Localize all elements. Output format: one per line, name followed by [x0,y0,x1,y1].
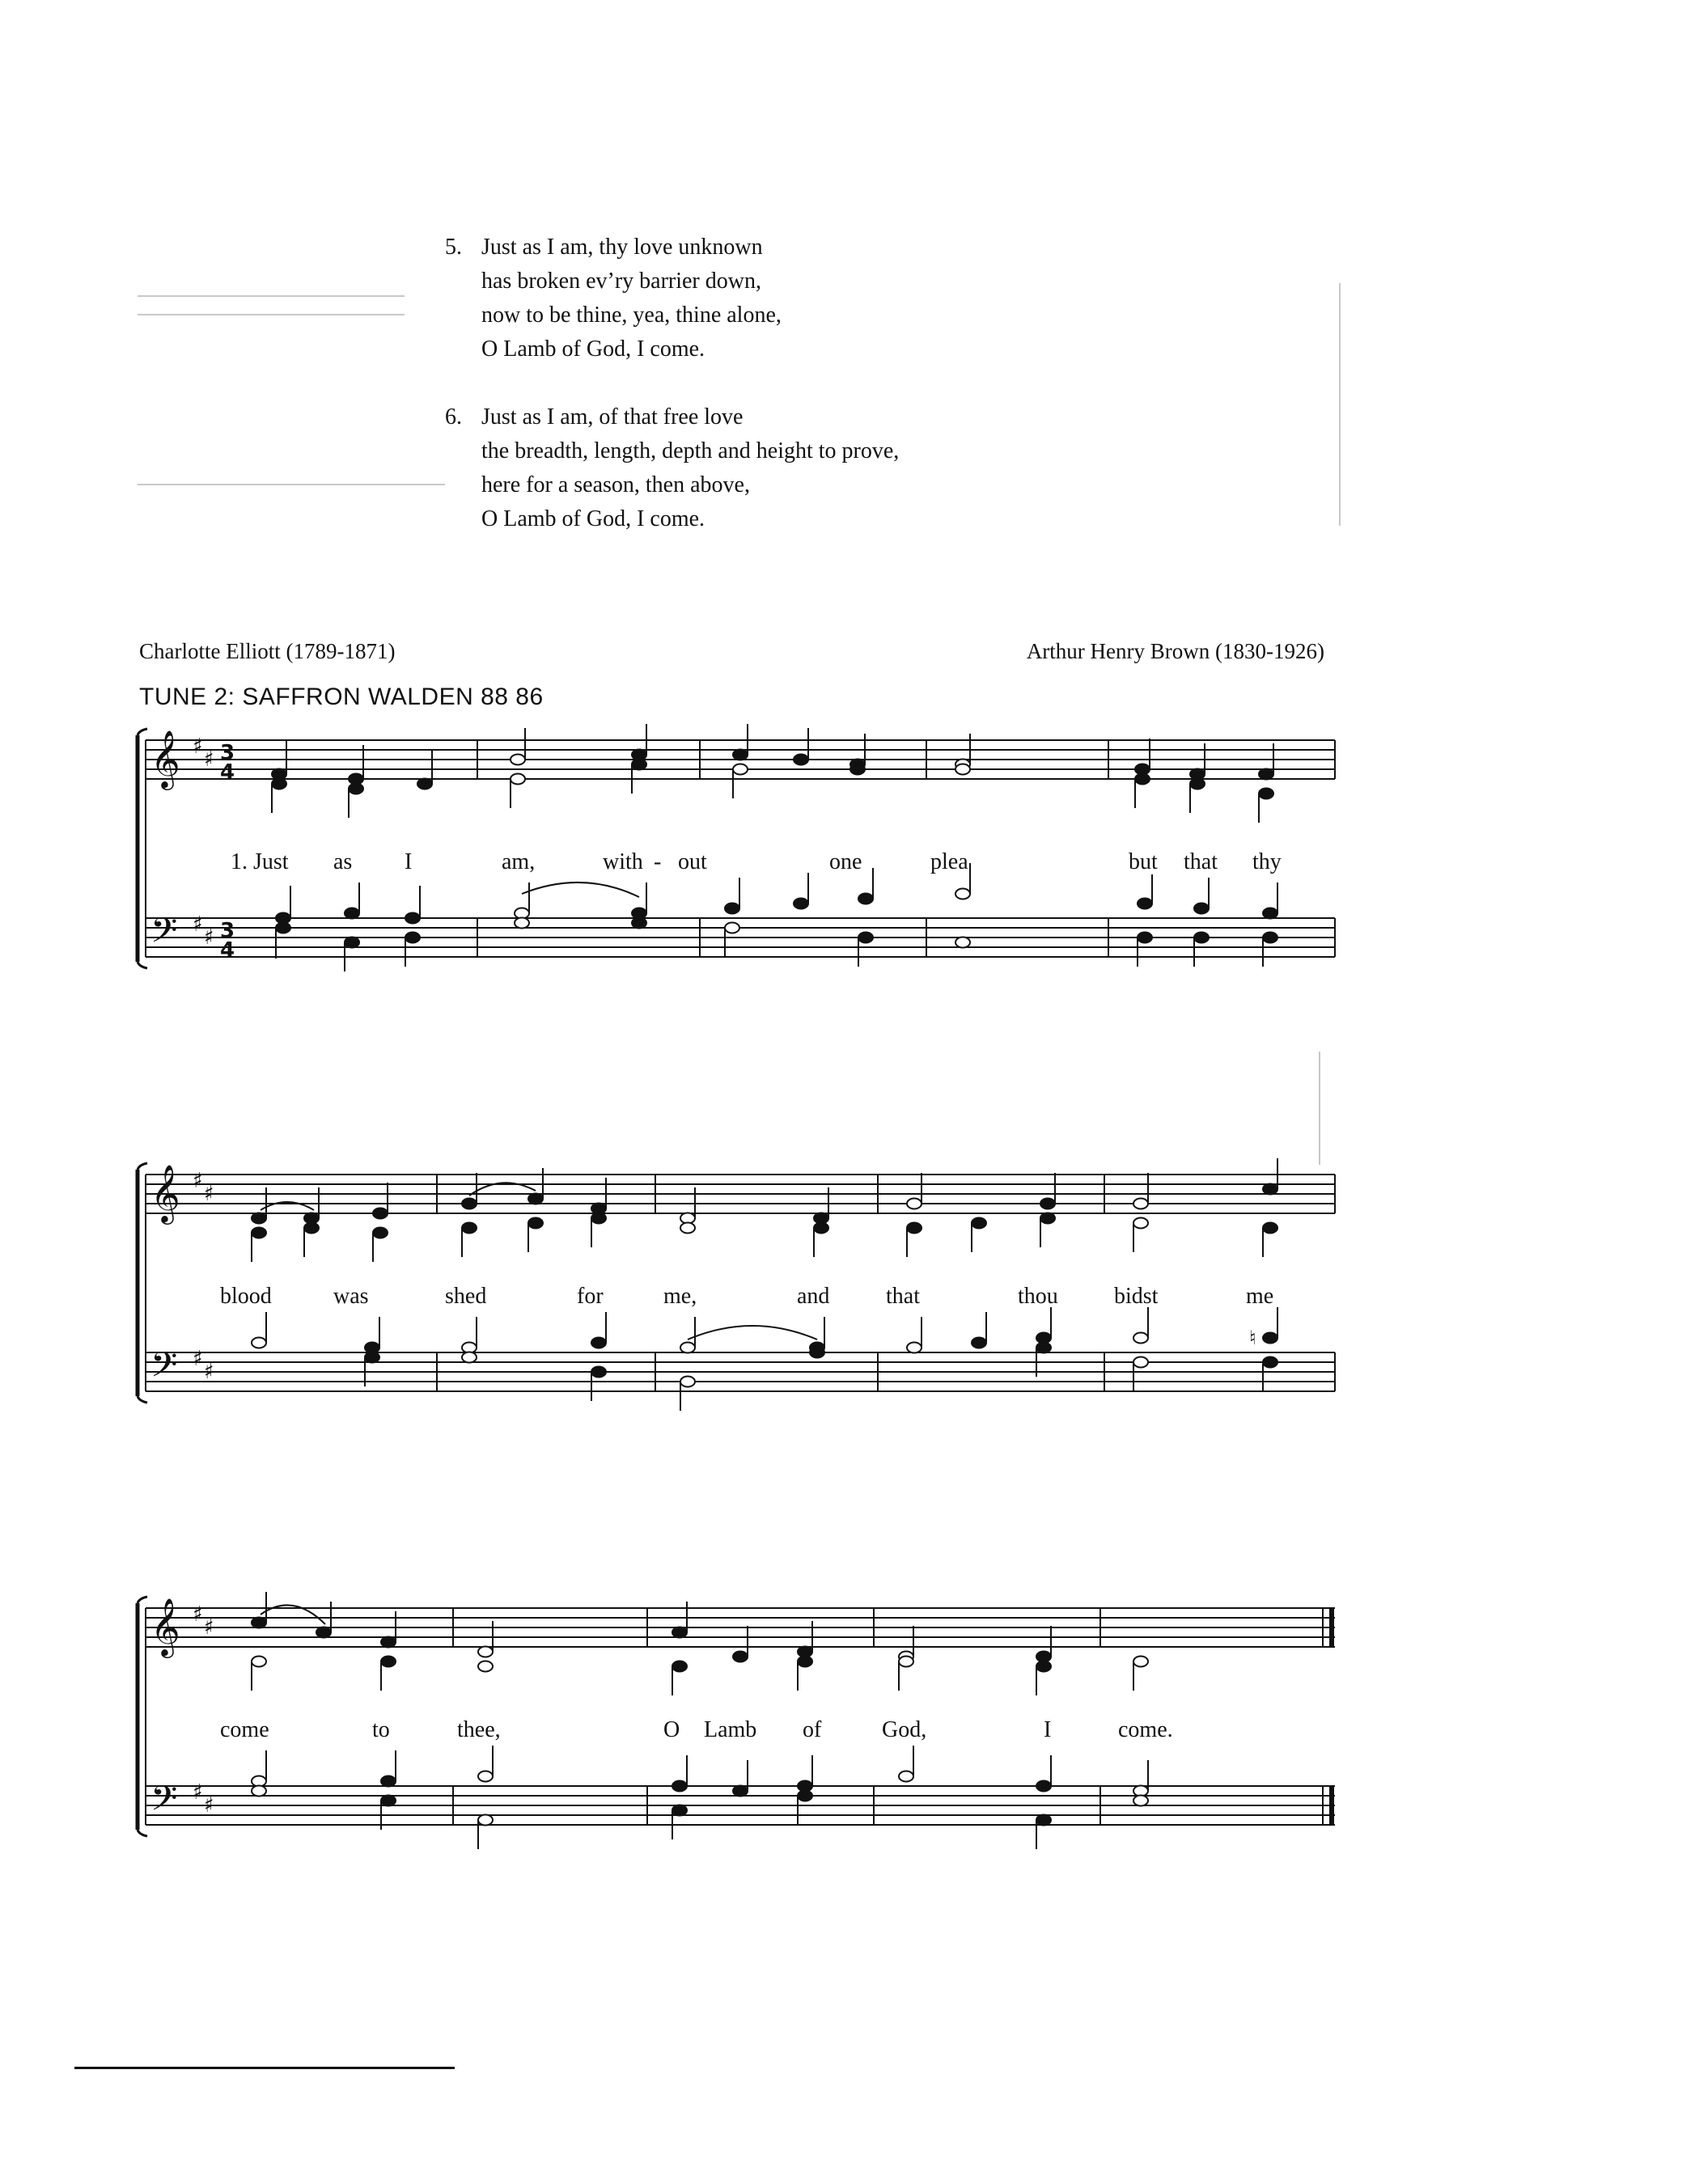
lyric-syllable: me, [663,1284,697,1309]
verse-line: has broken ev’ry barrier down, [481,269,761,294]
lyric-syllable: thou [1018,1284,1058,1309]
lyric-syllable: blood [220,1284,272,1309]
svg-text:4: 4 [220,938,235,963]
svg-text:♯: ♯ [193,1169,203,1193]
music-system-3 [121,1592,1351,1867]
verse-6 [445,400,899,536]
svg-text:♯: ♯ [204,1615,214,1640]
lyric-syllable: God, [882,1717,927,1742]
verse-line: O Lamb of God, I come. [481,336,705,362]
lyric-syllable: come. [1118,1717,1173,1742]
lyric-syllable: Lamb [704,1717,757,1742]
svg-text:𝄞: 𝄞 [150,1163,180,1222]
lyric-syllable: come [220,1717,269,1742]
staff-notation [121,1158,1351,1433]
verse-line: the breadth, length, depth and height to prove, [481,438,900,463]
lyric-syllable: and [797,1284,830,1309]
svg-text:♯: ♯ [204,1793,214,1818]
words-credit: Charlotte Elliott (1789-1871) [139,639,396,663]
lyric-syllable: shed [445,1284,487,1309]
scan-artifact [1339,283,1341,526]
lyric-syllable: that [1184,849,1218,874]
scan-artifact [138,484,445,485]
svg-text:4: 4 [220,760,235,785]
svg-text:3: 3 [220,919,235,943]
lyric-syllable: plea [930,849,968,874]
lyric-syllable: bidst [1114,1284,1159,1309]
lyric-syllable: as [333,849,353,874]
lyric-syllable: me [1246,1284,1274,1309]
footnote-rule [74,2067,455,2069]
lyric-syllable: I [405,849,413,874]
svg-text:𝄢: 𝄢 [150,1779,178,1827]
music-credit: Arthur Henry Brown (1830-1926) [1026,639,1324,663]
music-system-1 [121,724,1351,999]
svg-text:♯: ♯ [193,1780,203,1805]
lyric-syllable: was [333,1284,369,1309]
verse-line: now to be thine, yea, thine alone, [481,303,782,328]
lyric-syllable: thy [1252,849,1282,874]
svg-text:♮: ♮ [1249,1327,1256,1349]
scan-artifact [138,295,405,297]
svg-text:♯: ♯ [204,925,214,950]
scan-artifact [138,314,405,315]
lyric-syllable: but [1129,849,1158,874]
verse-line: Just as I am, of that free love [481,404,744,430]
svg-text:♯: ♯ [193,1347,203,1371]
lyric-syllable: one [829,849,862,874]
lyric-syllable: 1. Just [231,849,289,874]
lyric-syllable: that [886,1284,920,1309]
verse-number: 5. [445,235,462,260]
svg-text:♯: ♯ [193,912,203,937]
verse-line: here for a season, then above, [481,472,750,497]
lyric-syllable: - [654,849,662,874]
lyric-syllable: to [372,1717,390,1742]
tune-heading: TUNE 2: SAFFRON WALDEN 88 86 [139,684,544,710]
svg-text:𝄢: 𝄢 [150,911,178,959]
lyric-syllable: thee, [457,1717,501,1742]
svg-text:3: 3 [220,741,235,765]
lyric-syllable: out [678,849,707,874]
svg-text:𝄞: 𝄞 [150,1597,180,1656]
verse-number: 6. [445,404,462,430]
svg-text:♯: ♯ [204,1182,214,1206]
svg-text:𝄢: 𝄢 [150,1345,178,1394]
verse-5 [445,231,899,366]
scan-artifact [1319,1052,1320,1165]
svg-text:𝄞: 𝄞 [150,729,180,788]
lyric-syllable: for [577,1284,604,1309]
verse-line: Just as I am, thy love unknown [481,235,763,260]
lyric-syllable: O [663,1717,680,1742]
staff-notation [121,724,1351,999]
svg-text:♯: ♯ [204,1360,214,1384]
svg-text:♯: ♯ [193,734,203,759]
lyric-syllable: with [603,849,643,874]
lyric-syllable: I [1044,1717,1052,1742]
svg-text:♯: ♯ [193,1602,203,1627]
svg-text:♯: ♯ [204,747,214,772]
lyric-syllable: of [803,1717,822,1742]
music-system-2 [121,1158,1351,1433]
verse-line: O Lamb of God, I come. [481,506,705,531]
verses-block [445,231,899,570]
lyric-syllable: am, [502,849,536,874]
